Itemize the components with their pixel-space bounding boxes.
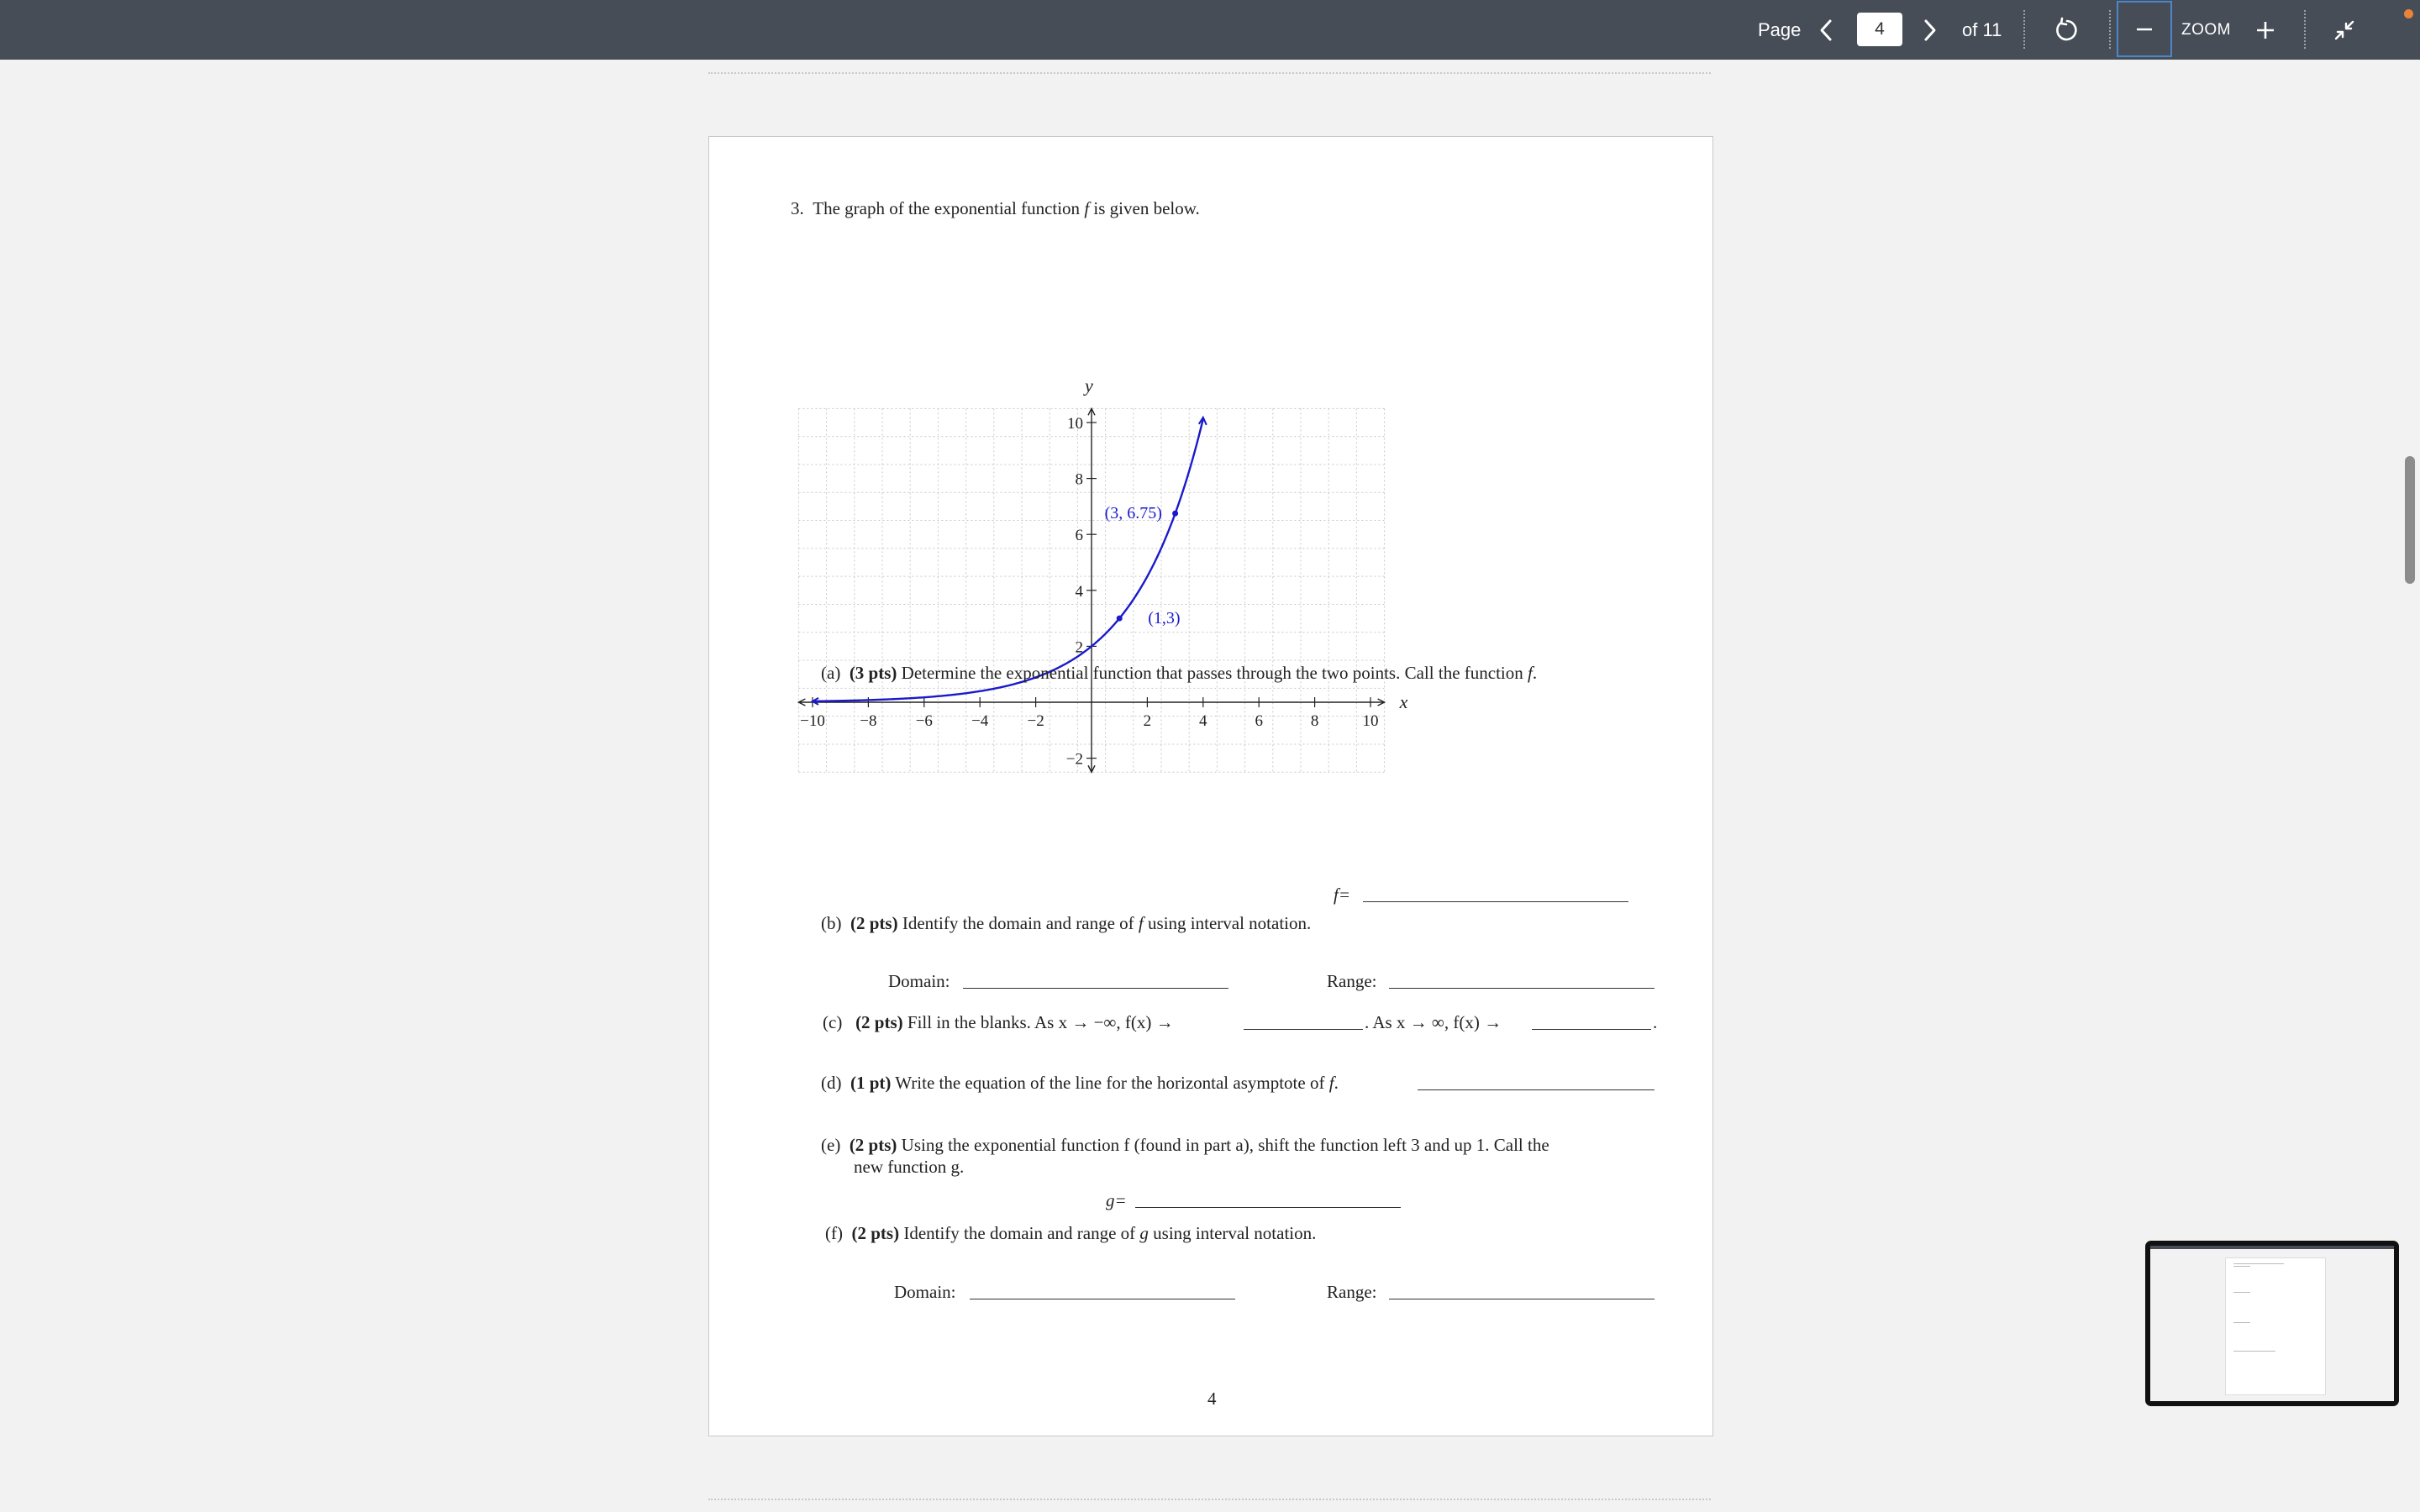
part-d-answer-blank[interactable]: [1418, 1089, 1655, 1090]
x-tick-label: 10: [1362, 712, 1379, 730]
thumbnail-text-line: [2233, 1292, 2250, 1293]
minus-icon: [2135, 20, 2154, 39]
data-point-label: (3, 6.75): [1104, 504, 1162, 523]
part-f-question: (f) (2 pts) Identify the domain and range of g using interval notation.: [825, 1223, 1317, 1243]
x-tick-label: 2: [1143, 712, 1152, 730]
next-page-button[interactable]: [1918, 0, 1943, 60]
zoom-out-button[interactable]: [2117, 1, 2172, 57]
exit-fullscreen-button[interactable]: [2328, 0, 2361, 60]
part-b-range-label: Range:: [1327, 971, 1377, 991]
zoom-label: ZOOM: [2181, 20, 2231, 39]
x-tick-label: −8: [860, 712, 877, 730]
part-b-question: (b) (2 pts) Identify the domain and range of f using interval notation.: [821, 913, 1312, 933]
part-e-answer-blank[interactable]: [1135, 1207, 1401, 1208]
part-c-blank-neg-inf[interactable]: [1244, 1029, 1363, 1030]
thumbnail-text-line: [2233, 1263, 2284, 1264]
part-f-domain-label: Domain:: [894, 1282, 956, 1302]
part-c-end: .: [1653, 1012, 1658, 1032]
thumbnail-text-line: [2233, 1266, 2250, 1267]
thumbnail-page: [2225, 1257, 2326, 1395]
collapse-icon: [2333, 18, 2356, 42]
y-axis-label: y: [1085, 375, 1093, 396]
page-number: 4: [1207, 1389, 1217, 1409]
part-a-question: (a) (3 pts) Determine the exponential function that passes through the two points. Call the function f.: [821, 663, 1538, 683]
part-e-question-line2: new function g.: [854, 1157, 965, 1177]
part-a-answer-label: f=: [1334, 885, 1351, 905]
part-c-text-2: . As x → ∞, f(x) →: [1365, 1012, 1502, 1032]
y-tick-label: 4: [1075, 582, 1083, 601]
data-point-label: (1,3): [1148, 609, 1181, 628]
part-d-question: (d) (1 pt) Write the equation of the line for the horizontal asymptote of f.: [821, 1073, 1339, 1093]
viewer-toolbar: [0, 0, 2420, 60]
page-separator: [708, 1499, 1711, 1500]
data-point: [1172, 511, 1178, 517]
rotate-button[interactable]: [2050, 0, 2084, 60]
page-separator: [708, 72, 1711, 74]
data-point: [1117, 616, 1123, 622]
x-tick-label: 8: [1310, 712, 1319, 730]
scrollbar-thumb[interactable]: [2405, 456, 2415, 584]
exponential-graph: [800, 239, 1432, 777]
chevron-left-icon: [1818, 18, 1833, 42]
x-axis-label: x: [1399, 691, 1408, 712]
y-tick-label: −2: [1065, 750, 1083, 769]
exponential-curve: [813, 419, 1203, 701]
x-tick-label: −4: [971, 712, 989, 730]
part-b-range-blank[interactable]: [1389, 988, 1655, 989]
thumbnail-text-line: [2233, 1351, 2275, 1352]
part-e-answer-label: g=: [1106, 1190, 1127, 1210]
problem-intro: 3. The graph of the exponential function f is given below.: [791, 198, 1200, 218]
y-tick-label: 8: [1075, 470, 1083, 489]
x-tick-label: 6: [1255, 712, 1263, 730]
page-label: Page: [1758, 18, 1802, 40]
y-tick-label: 2: [1075, 638, 1083, 657]
page-count-label: of 11: [1962, 18, 2002, 40]
part-b-domain-label: Domain:: [888, 971, 950, 991]
zoom-in-button[interactable]: [2249, 0, 2282, 60]
previous-page-button[interactable]: [1813, 0, 1839, 60]
x-tick-label: −2: [1027, 712, 1044, 730]
toolbar-divider: [2109, 10, 2111, 49]
plus-icon: [2255, 20, 2275, 40]
toolbar-divider: [2304, 10, 2306, 49]
rotate-icon: [2054, 18, 2080, 43]
document-page: [708, 136, 1713, 1436]
chart-ticks: [800, 415, 1378, 769]
part-e-question: (e) (2 pts) Using the exponential function f (found in part a), shift the function left 3 and up 1. Call the: [821, 1135, 1549, 1155]
notification-dot: [2404, 9, 2413, 18]
page-thumbnail-navigator[interactable]: [2145, 1241, 2399, 1406]
part-f-range-label: Range:: [1327, 1282, 1377, 1302]
part-c-question: (c) (2 pts) Fill in the blanks. As x → −∞, f(x) →: [823, 1012, 1174, 1032]
x-tick-label: 4: [1199, 712, 1207, 730]
part-a-answer-blank[interactable]: [1363, 901, 1628, 902]
y-tick-label: 10: [1067, 415, 1083, 433]
chevron-right-icon: [1923, 18, 1938, 42]
page-number-input[interactable]: [1857, 13, 1902, 46]
y-tick-label: 6: [1075, 527, 1083, 545]
thumbnail-viewport: [2150, 1246, 2394, 1401]
toolbar-divider: [2023, 10, 2025, 49]
part-c-blank-pos-inf[interactable]: [1532, 1029, 1651, 1030]
thumbnail-toolbar: [2150, 1246, 2394, 1249]
part-b-domain-blank[interactable]: [963, 988, 1228, 989]
x-tick-label: −6: [915, 712, 933, 730]
x-tick-label: −10: [800, 712, 825, 730]
thumbnail-text-line: [2233, 1322, 2250, 1323]
